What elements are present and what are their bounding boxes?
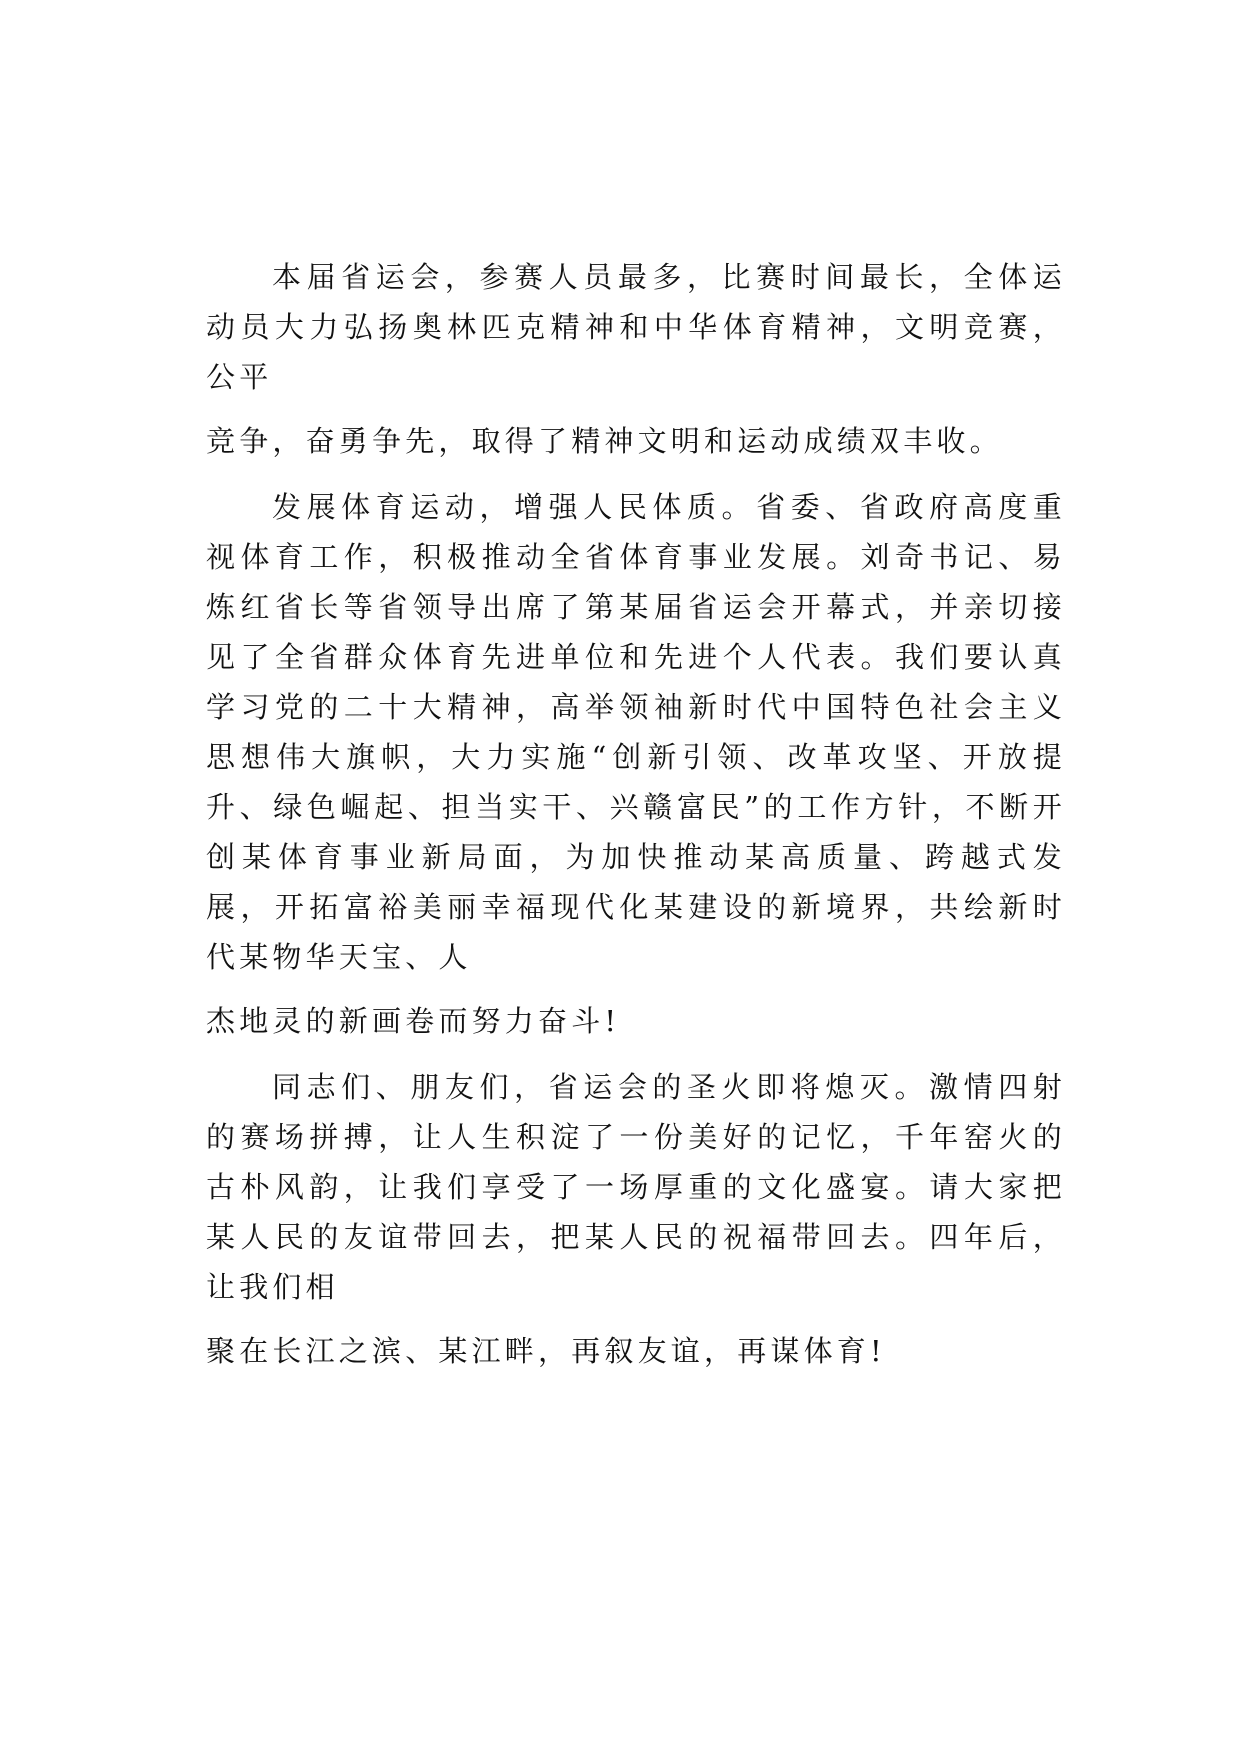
paragraph-1 bbox=[206, 252, 1066, 466]
paragraph-1-main: 本届省运会，参赛人员最多，比赛时间最长，全体运动员大力弘扬奥林匹克精神和中华体育精神，文明竞赛，公平 bbox=[206, 260, 1066, 394]
paragraph-3 bbox=[206, 1062, 1066, 1376]
body-text bbox=[206, 252, 1066, 1376]
paragraph-2 bbox=[206, 482, 1066, 1046]
paragraph-2-tail: 杰地灵的新画卷而努力奋斗! bbox=[206, 1004, 621, 1038]
paragraph-3-tail: 聚在长江之滨、某江畔，再叙友谊，再谋体育! bbox=[206, 1334, 886, 1368]
paragraph-2-main: 发展体育运动，增强人民体质。省委、省政府高度重视体育工作，积极推动全省体育事业发展。刘奇书记、易炼红省长等省领导出席了第某届省运会开幕式，并亲切接见了全省群众体育先进单位和先进个人代表。我们要认真学习党的二十大精神，高举领袖新时代中国特色社会主义思想伟大旗帜，大力实施“创新引领、改革攻坚、开放提升、绿色崛起、担当实干、兴赣富民”的工作方针，不断开创某体育事业新局面，为加快推动某高质量、跨越式发展，开拓富裕美丽幸福现代化某建设的新境界，共绘新时代某物华天宝、人 bbox=[206, 490, 1066, 974]
paragraph-3-main: 同志们、朋友们，省运会的圣火即将熄灭。激情四射的赛场拼搏，让人生积淀了一份美好的记忆，千年窑火的古朴风韵，让我们享受了一场厚重的文化盛宴。请大家把某人民的友谊带回去，把某人民的祝福带回去。四年后，让我们相 bbox=[206, 1070, 1066, 1304]
paragraph-1-tail: 竞争，奋勇争先，取得了精神文明和运动成绩双丰收。 bbox=[206, 424, 1003, 458]
